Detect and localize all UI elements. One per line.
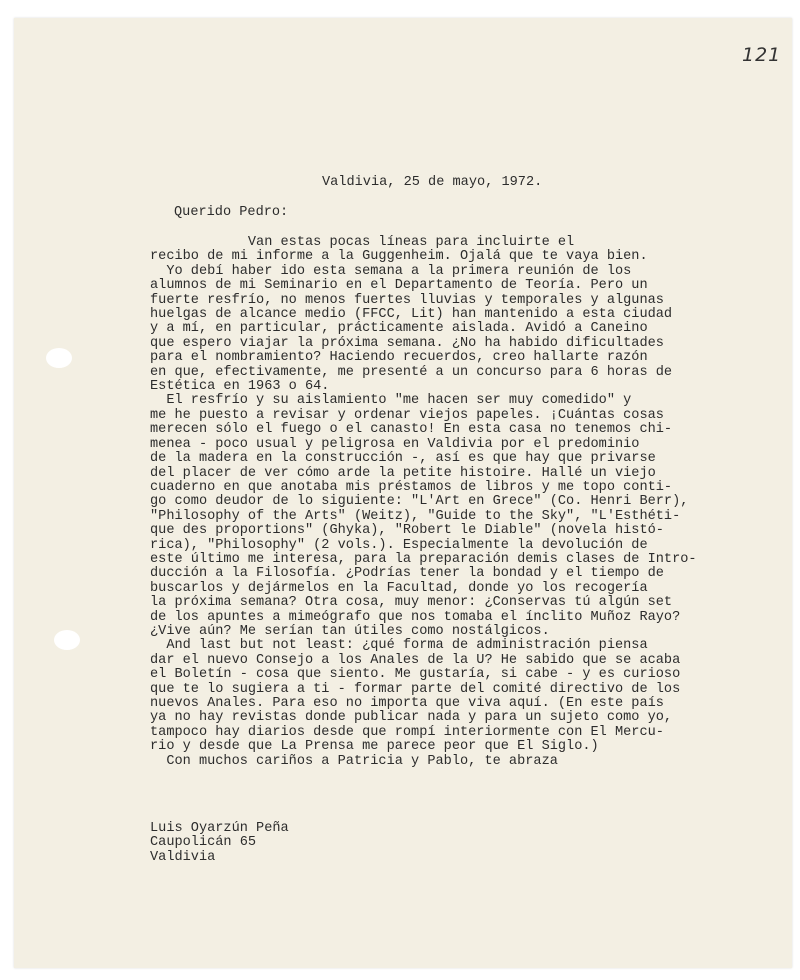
body-line: ducción a la Filosofía. ¿Podrías tener la bondad y el tiempo de [150,566,664,582]
body-line: ya no hay revistas donde publicar nada y para un sujeto como yo, [150,710,673,726]
body-line: recibo de mi informe a la Guggenheim. Ojalá que te vaya bien. [150,249,648,265]
body-line: que des proportions" (Ghyka), "Robert le Diable" (novela histó- [150,523,664,539]
punch-hole [46,348,72,368]
body-line: tampoco hay diarios desde que rompí interiormente con El Mercu- [150,724,664,740]
body-line: ¿Vive aún? Me serían tan útiles como nostálgicos. [150,623,550,639]
letter-body [150,236,697,769]
body-line: go como deudor de lo siguiente: "L'Art en Grece" (Co. Henri Berr), [150,494,689,510]
body-line: que te lo sugiera a ti - formar parte del comité directivo de los [150,681,681,697]
body-line: dar el nuevo Consejo a los Anales de la U? He sabido que se acaba [150,652,681,668]
sender-city: Valdivia [150,849,216,865]
sender-block [150,822,289,865]
body-line: Estética en 1963 o 64. [150,379,330,395]
salutation: Querido Pedro: [174,205,289,220]
sender-name: Luis Oyarzún Peña [150,821,289,836]
body-line: And last but not least: ¿qué forma de administración piensa [150,638,648,654]
body-line: menea - poco usual y peligrosa en Valdivia por el predominio [150,436,640,452]
page-number: 121 [742,44,782,66]
punch-hole [54,630,80,650]
body-line: este último me interesa, para la preparación demis clases de Intro- [150,551,697,567]
body-line: nuevos Anales. Para eso no importa que viva aquí. (En este país [150,696,664,711]
body-line: Con muchos cariños a Patricia y Pablo, te abraza [150,753,558,769]
body-line: en que, efectivamente, me presenté a un concurso para 6 horas de [150,364,673,380]
body-line: fuerte resfrío, no menos fuertes lluvias y temporales y algunas [150,292,664,308]
sender-street: Caupolicán 65 [150,835,257,851]
body-line: rica), "Philosophy" (2 vols.). Especialmente la devolución de [150,537,648,553]
body-line: de la madera en la construcción -, así es que hay que privarse [150,451,656,467]
body-line: que espero viajar la próxima semana. ¿No ha habido dificultades [150,335,664,351]
body-line: del placer de ver cómo arde la petite histoire. Hallé un viejo [150,465,656,481]
body-line: de los apuntes a mimeógrafo que nos tomaba el ínclito Muñoz Rayo? [150,609,681,625]
body-line: y a mí, en particular, prácticamente aislada. Avidó a Caneino [150,321,648,337]
body-line: Van estas pocas líneas para incluirte el [150,235,575,250]
body-line: rio y desde que La Prensa me parece peor que El Siglo.) [150,739,599,755]
body-line: Yo debí haber ido esta semana a la primera reunión de los [150,263,632,279]
body-line: la próxima semana? Otra cosa, muy menor: ¿Conservas tú algún set [150,595,673,611]
letter-date: Valdivia, 25 de mayo, 1972. [322,175,543,190]
body-line: El resfrío y su aislamiento "me hacen ser muy comedido" y [150,393,632,409]
body-line: alumnos de mi Seminario en el Departamento de Teoría. Pero un [150,278,648,294]
body-line: merecen sólo el fuego o el canasto! En esta casa no tenemos chi- [150,422,673,438]
body-line: cuaderno en que anotaba mis préstamos de libros y me topo conti- [150,479,673,495]
body-line: huelgas de alcance medio (FFCC, Lit) han mantenido a esta ciudad [150,307,673,323]
body-line: me he puesto a revisar y ordenar viejos papeles. ¡Cuántas cosas [150,407,664,423]
body-line: el Boletín - cosa que siento. Me gustaría, si cabe - y es curioso [150,667,681,683]
body-line: para el nombramiento? Haciendo recuerdos, creo hallarte razón [150,350,648,366]
body-line: buscarlos y dejármelos en la Facultad, donde yo los recogería [150,580,648,596]
body-line: "Philosophy of the Arts" (Weitz), "Guide to the Sky", "L'Esthéti- [150,508,681,524]
